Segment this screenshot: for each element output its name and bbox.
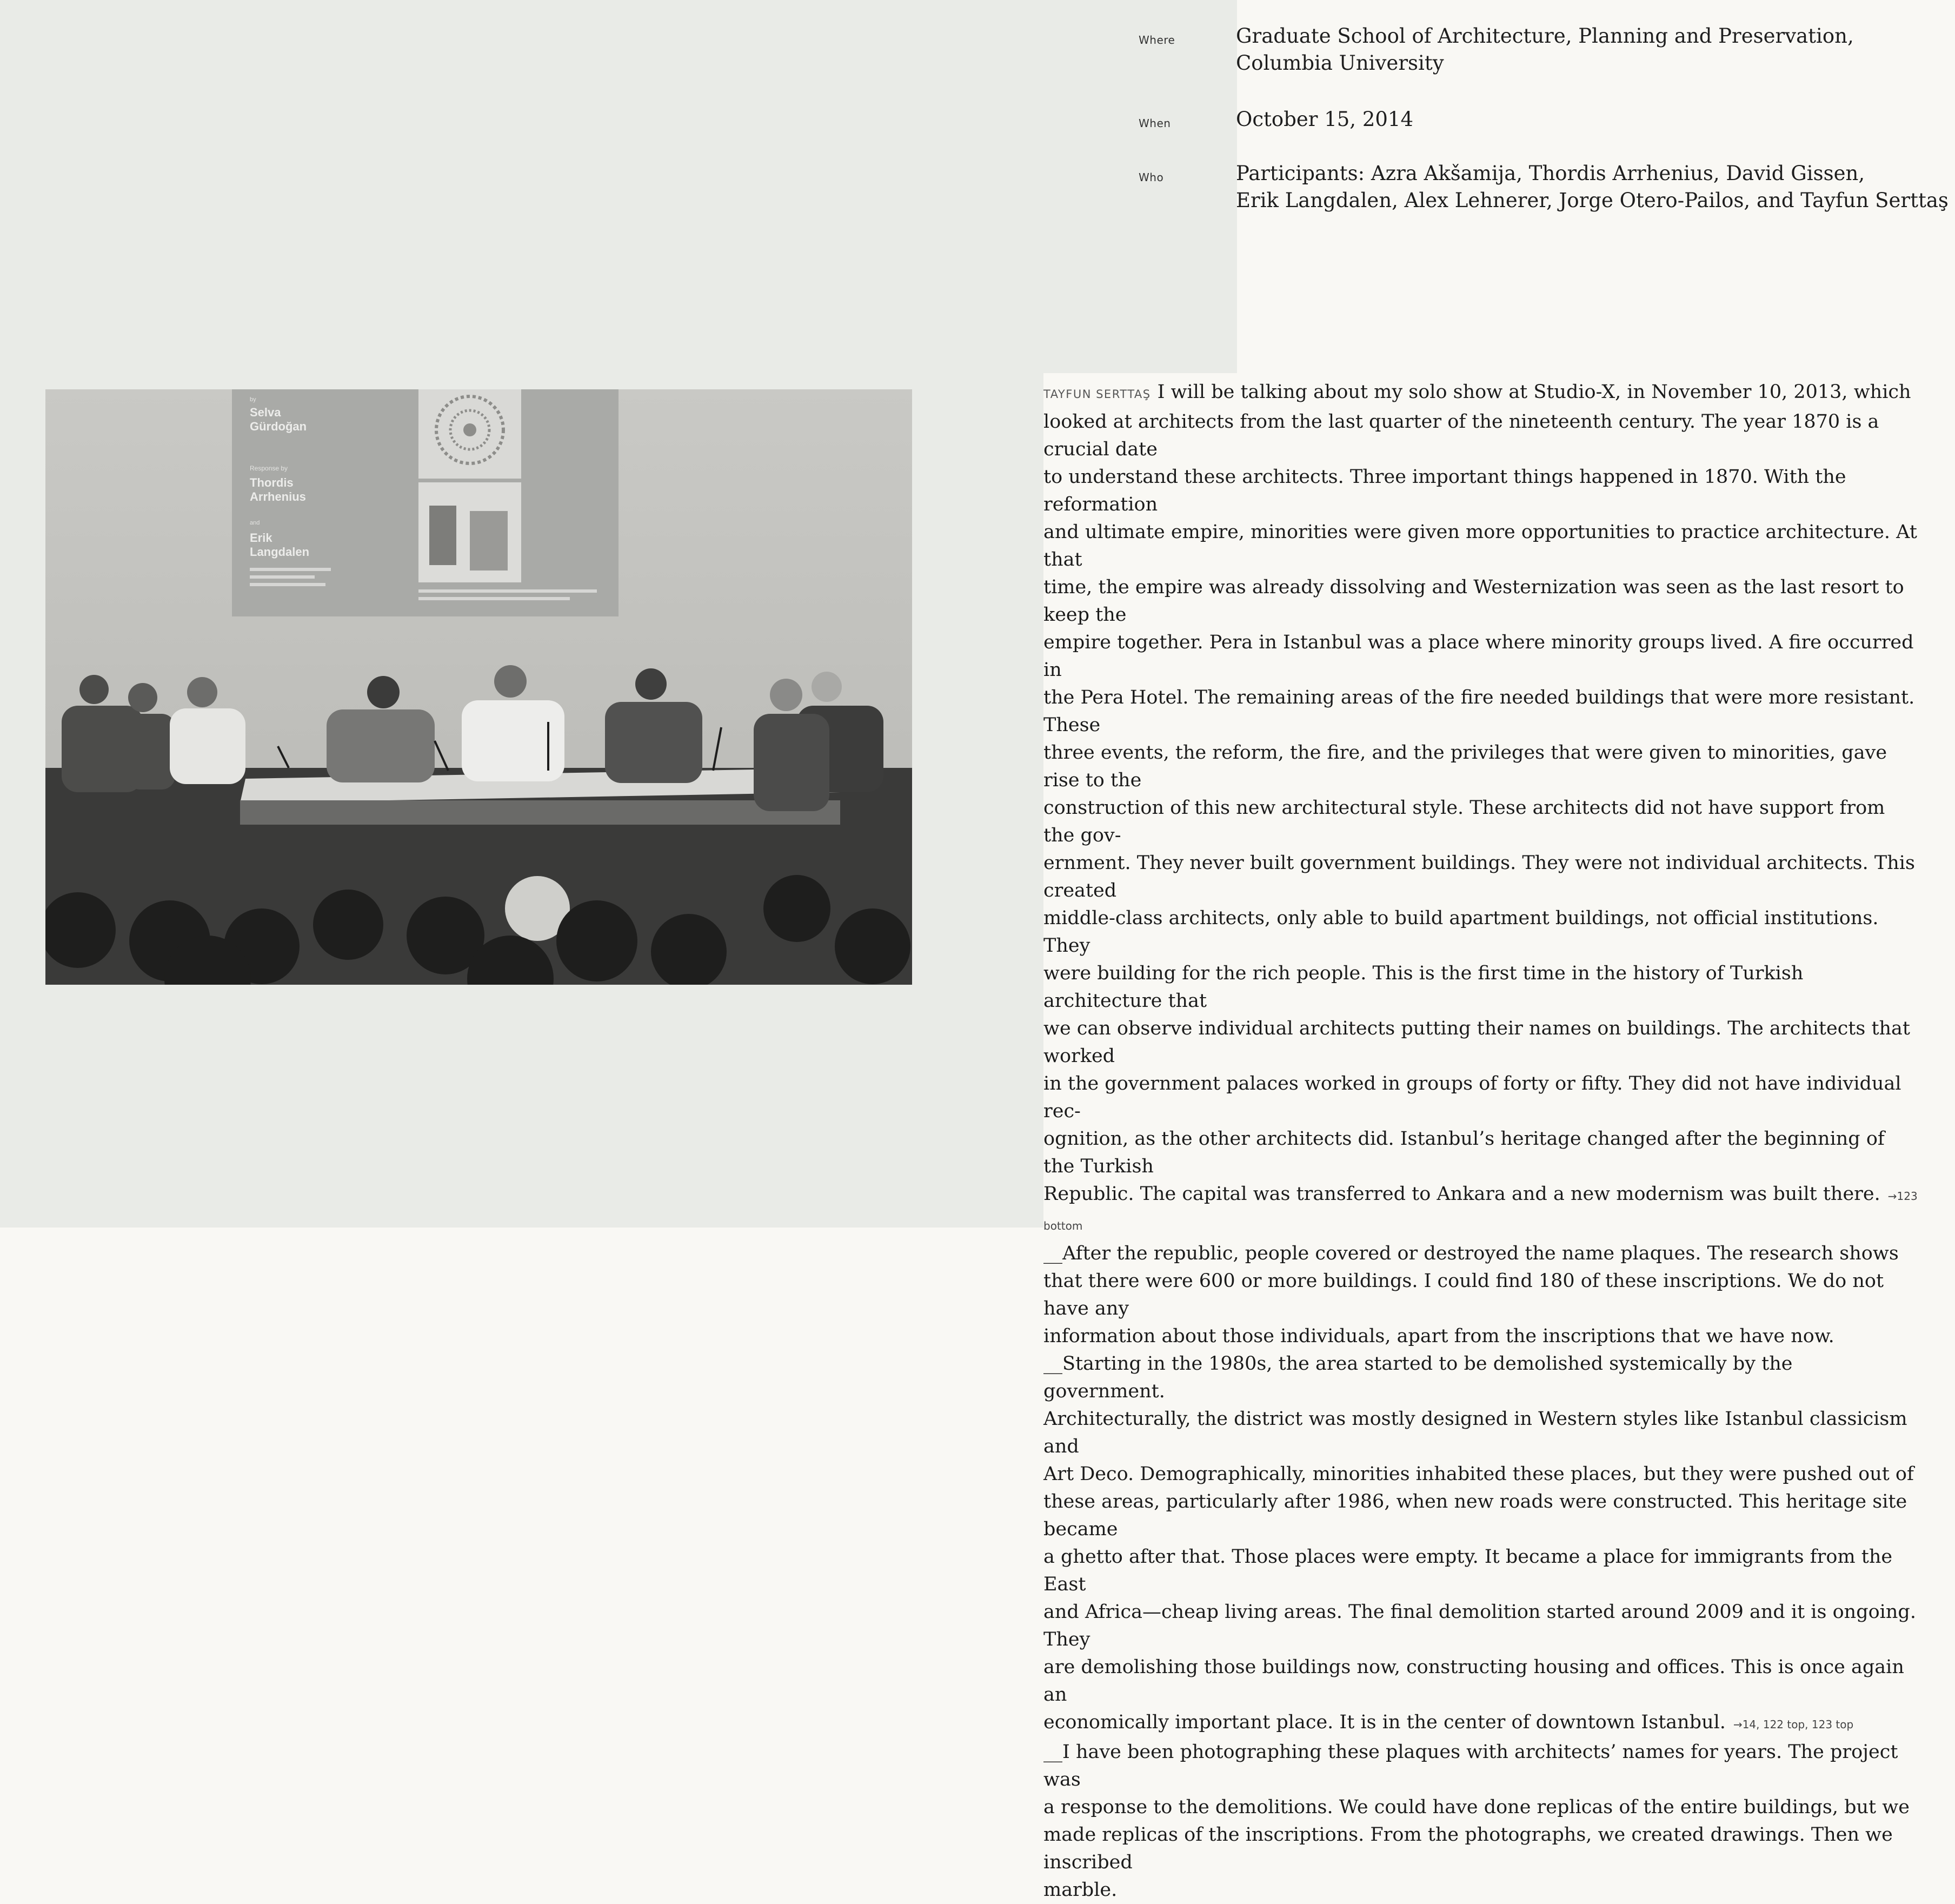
- screen-name-1: Selva Gürdoğan: [250, 406, 307, 433]
- article-paragraph-1: [1043, 379, 1919, 1240]
- screen-text-response: Response by: [250, 465, 288, 472]
- article-paragraph-2: __After the republic, people covered or destroyed the name plaques. The research shows that there were 600 or more buildings. I could find 180 of these inscriptions. We do not have any information about those individuals, apart from the inscriptions that we have now.: [1043, 1243, 1899, 1347]
- screen-text-and: and: [250, 520, 260, 526]
- where-label: Where: [1139, 34, 1175, 47]
- article-paragraph-4: __I have been photographing these plaques with architects’ names for years. The project was a response to the demolitions. We could have done replicas of the entire buildings, but we made replicas of the inscriptions. From the photographs, we created drawings. Then we inscribed marble.: [1043, 1741, 1910, 1901]
- when-value: October 15, 2014: [1236, 108, 1413, 131]
- cross-reference-2[interactable]: →14, 122 top, 123 top: [1733, 1718, 1854, 1731]
- cross-reference-1[interactable]: →123 bottom: [1043, 1190, 1921, 1232]
- photo-illustration: [45, 389, 912, 985]
- meta-when: [1139, 106, 1939, 138]
- when-label: When: [1139, 117, 1171, 130]
- paragraph-1-text: I will be talking about my solo show at Studio-X, in November 10, 2013, which looked at architects from the last quarter of the nineteenth century. The year 1870 is a crucial date to understand these architects. Three important things happened in 1870. With the reformation and ultimate empire, minorities were given more opportunities to practice architecture. At that time, the empire was already dissolving and Westernization was seen as the last resort to keep the empire together. Pera in Istanbul was a place where minority groups lived. A fire occurred in the Pera Hotel. The remaining areas of the fire needed buildings that were more resistant. These three events, the reform, the fire, and the privileges that were given to minorities, gave rise to the construction of this new architectural style. These architects did not have support from the gov- ernment. They never built government buildings. They were not individual architects. This created middle-class architects, only able to build apartment buildings, not official institutions. They were building for the rich people. This is the first time in the history of Turkish architecture that we can observe individual architects putting their names on buildings. The architects that worked in the government palaces worked in groups of forty or fifty. They did not have individual rec- ognition, as the other architects did. Istanbul’s heritage changed after the beginning of the Turkish Republic. The capital was transferred to Ankara and a new modernism was built there.: [1043, 381, 1917, 1205]
- who-label: Who: [1139, 171, 1164, 184]
- speaker-label: TAYFUN SERTTAŞ: [1043, 388, 1151, 401]
- article-paragraph-3: [1043, 1350, 1919, 1739]
- screen-name-3: Erik Langdalen: [250, 531, 310, 559]
- screen-text-by: by: [250, 396, 256, 403]
- panel-discussion-photo: [45, 389, 912, 985]
- where-value: Graduate School of Architecture, Planning and Preservation, Columbia University: [1236, 24, 1854, 75]
- article-body: [1043, 379, 1919, 1904]
- meta-who: [1139, 160, 1949, 214]
- meta-where: [1139, 23, 1939, 77]
- screen-name-2: Thordis Arrhenius: [250, 476, 306, 503]
- paragraph-3-text: __Starting in the 1980s, the area started to be demolished systemically by the government. Architecturally, the district was mostly designed in Western styles like Istanbul classicism and Art Deco. Demographically, minorities inhabited these places, but they were pushed out of these areas, particularly after 1986, when new roads were constructed. This heritage site became a ghetto after that. Those places were empty. It became a place for immigrants from the East and Africa—cheap living areas. The final demolition started around 2009 and it is ongoing. They are demolishing those buildings now, constructing housing and offices. This is once again an economically important place. It is in the center of downtown Istanbul.: [1043, 1353, 1916, 1733]
- who-value: Participants: Azra Akšamija, Thordis Arrhenius, David Gissen, Erik Langdalen, Alex Lehnerer, Jorge Otero-Pailos, and Tayfun Serttaş: [1236, 162, 1949, 212]
